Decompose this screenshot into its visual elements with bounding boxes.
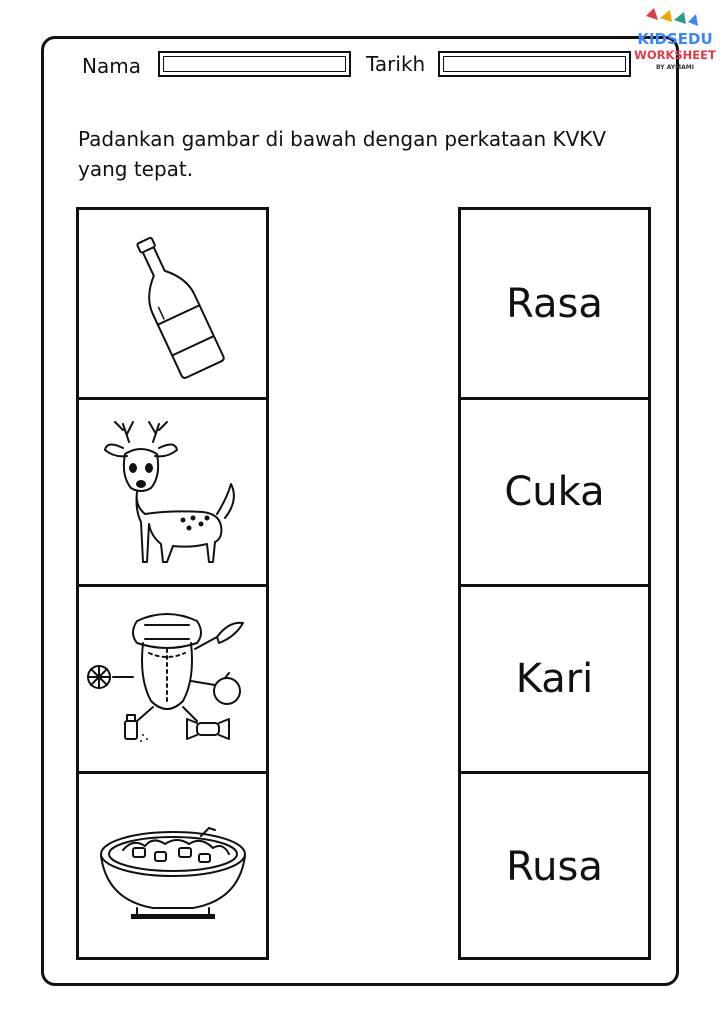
word-label: Rusa [506, 844, 603, 890]
picture-cell[interactable] [79, 397, 266, 584]
bottle-icon [119, 230, 229, 380]
word-cell[interactable] [461, 397, 648, 584]
date-label: Tarikh [366, 52, 426, 76]
name-field[interactable] [158, 51, 351, 77]
kidsedu-logo [632, 8, 718, 74]
curry-bowl-icon [93, 808, 253, 928]
word-cell[interactable] [461, 584, 648, 771]
word-cell[interactable] [461, 771, 648, 960]
logo-line1: KIDSEDU [637, 30, 713, 48]
instruction-text: Padankan gambar di bawah dengan perkataan KVKV yang tepat. [78, 127, 607, 181]
word-cell[interactable] [461, 210, 648, 397]
word-label: Rasa [506, 280, 603, 327]
deer-icon [101, 414, 246, 569]
word-label: Kari [515, 656, 594, 702]
picture-cell[interactable] [79, 771, 266, 960]
logo-line2: WORKSHEET [634, 48, 716, 62]
picture-cell[interactable] [79, 210, 266, 397]
date-field[interactable] [438, 51, 631, 77]
word-label: Cuka [504, 469, 605, 515]
logo-line3: BY AYMAMI [656, 64, 694, 71]
picture-column [76, 207, 269, 960]
picture-cell[interactable] [79, 584, 266, 771]
name-label: Nama [82, 54, 141, 78]
tongue-taste-icon [87, 609, 252, 749]
word-column [458, 207, 651, 960]
